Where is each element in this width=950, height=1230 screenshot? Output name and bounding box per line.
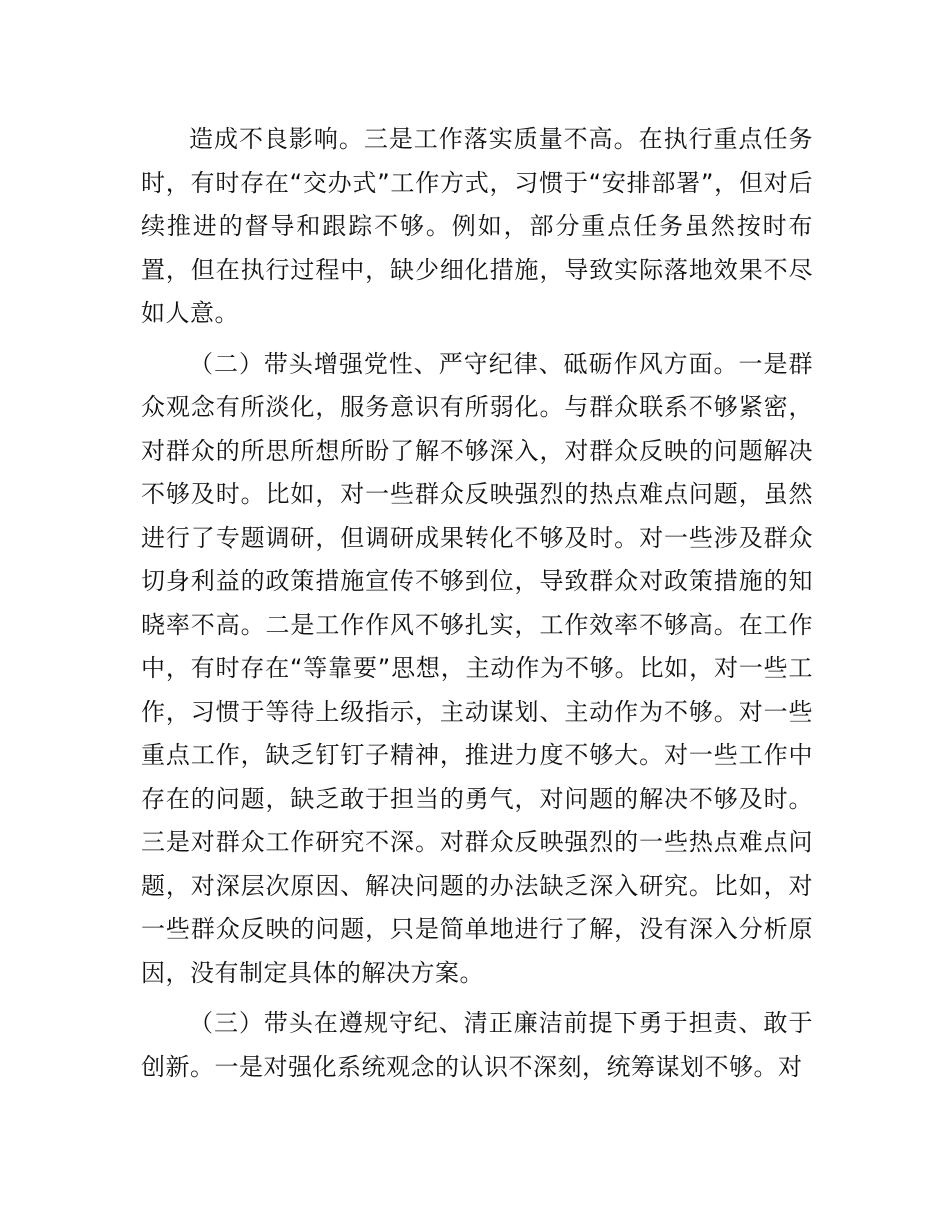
paragraph-section-three: （三）带头在遵规守纪、清正廉洁前提下勇于担责、敢于创新。一是对强化系统观念的认识不深刻，统筹谋划不够。对	[141, 1009, 813, 1081]
document-body	[141, 118, 813, 1096]
paragraph-section-two: （二）带头增强党性、严守纪律、砥砺作风方面。一是群众观念有所淡化，服务意识有所弱化。与群众联系不够紧密，对群众的所思所想所盼了解不够深入，对群众反映的问题解决不够及时。比如，对一些群众反映强烈的热点难点问题，虽然进行了专题调研，但调研成果转化不够及时。对一些涉及群众切身利益的政策措施宣传不够到位，导致群众对政策措施的知晓率不高。二是工作作风不够扎实，工作效率不够高。在工作中，有时存在“等靠要”思想，主动作为不够。比如，对一些工作，习惯于等待上级指示，主动谋划、主动作为不够。对一些重点工作，缺乏钉钉子精神，推进力度不够大。对一些工作中存在的问题，缺乏敢于担当的勇气，对问题的解决不够及时。三是对群众工作研究不深。对群众反映强烈的一些热点难点问题，对深层次原因、解决问题的办法缺乏深入研究。比如，对一些群众反映的问题，只是简单地进行了解，没有深入分析原因，没有制定具体的解决方案。	[141, 349, 813, 987]
paragraph-continuation: 造成不良影响。三是工作落实质量不高。在执行重点任务时，有时存在“交办式”工作方式，习惯于“安排部署”，但对后续推进的督导和跟踪不够。例如，部分重点任务虽然按时布置，但在执行过程中，缺少细化措施，导致实际落地效果不尽如人意。	[141, 125, 813, 327]
